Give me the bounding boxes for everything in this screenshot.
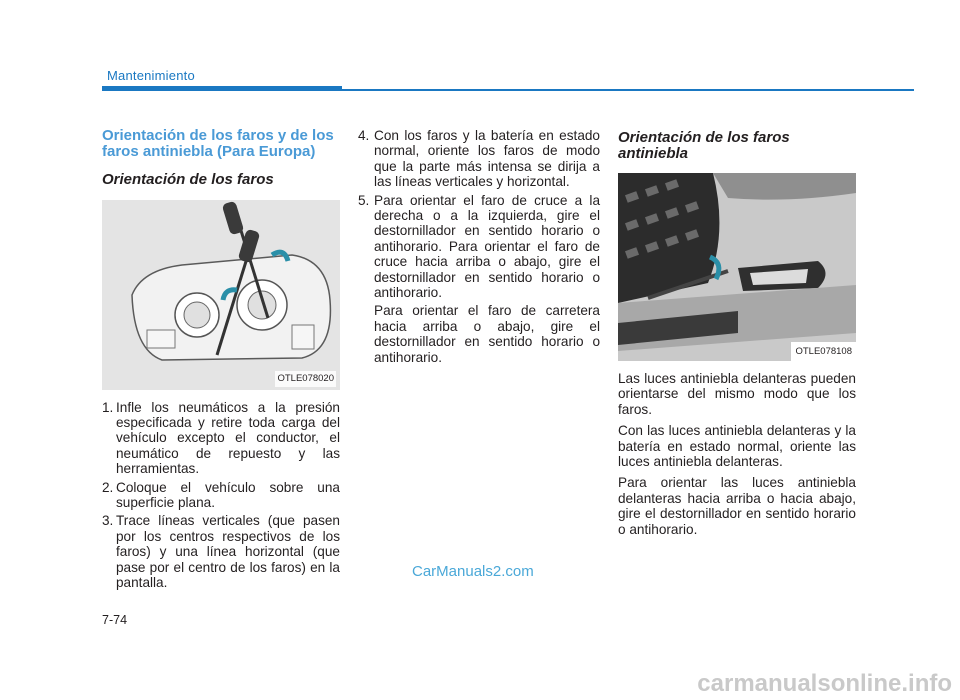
subheading-headlamp-aiming: Orientación de los faros	[102, 171, 274, 188]
high-beam-note: Para orientar el faro de carretera hacia arriba o abajo, gire el destornillador en sentido horario o antihorario.	[374, 303, 600, 365]
figure-code: OTLE078108	[791, 342, 856, 361]
watermark-link[interactable]: CarManuals2.com	[412, 563, 534, 580]
column-left	[102, 128, 340, 593]
fog-lamp-figure	[618, 173, 856, 361]
footer-watermark: carmanualsonline.info	[697, 670, 952, 697]
header-rule-line	[342, 89, 914, 91]
list-item: 5. Para orientar el faro de cruce a la derecha o a la izquierda, gire el destornillador en sentido horario o antihorario. Para orientar el faro de cruce hacia arriba o abajo, gire el destornillador en sentido horario o antihorario.	[358, 192, 600, 301]
paragraph: Las luces antiniebla delanteras pueden orientarse del mismo modo que los faros.	[618, 371, 856, 417]
section-title: Mantenimiento	[107, 68, 195, 83]
list-item: 1. Infle los neumáticos a la presión especificada y retire toda carga del vehículo excepto el conductor, el neumático de repuesto y las herramientas.	[102, 399, 340, 477]
subheading-fog-aiming: Orientación de los faros antiniebla	[618, 129, 790, 162]
headlamp-figure	[102, 200, 340, 390]
fog-lamp-illustration	[618, 173, 856, 361]
headlamp-illustration	[102, 200, 340, 390]
figure-code: OTLE078020	[275, 371, 336, 386]
section-heading: Orientación de los faros y de los faros antiniebla (Para Europa)	[102, 127, 334, 160]
column-right	[618, 128, 856, 543]
page-number: 7-74	[102, 613, 128, 627]
list-item: 4. Con los faros y la batería en estado normal, oriente los faros de modo que la parte más intensa se dirija a las líneas verticales y horizontal.	[358, 128, 600, 190]
header-rule-accent	[102, 86, 342, 91]
list-item: 3. Trace líneas verticales (que pasen por los centros respectivos de los faros) y una línea horizontal (que pase por el centro de los faros) en la pantalla.	[102, 513, 340, 590]
list-item: 2. Coloque el vehículo sobre una superficie plana.	[102, 479, 340, 510]
paragraph: Para orientar las luces antiniebla delanteras hacia arriba o hacia abajo, gire el destornillador en sentido horario o antihorario.	[618, 475, 856, 537]
steps-list-2	[358, 128, 600, 300]
paragraph: Con las luces antiniebla delanteras y la batería en estado normal, oriente las luces antiniebla delanteras.	[618, 423, 856, 470]
steps-list-1	[102, 400, 340, 591]
column-middle	[358, 128, 600, 365]
